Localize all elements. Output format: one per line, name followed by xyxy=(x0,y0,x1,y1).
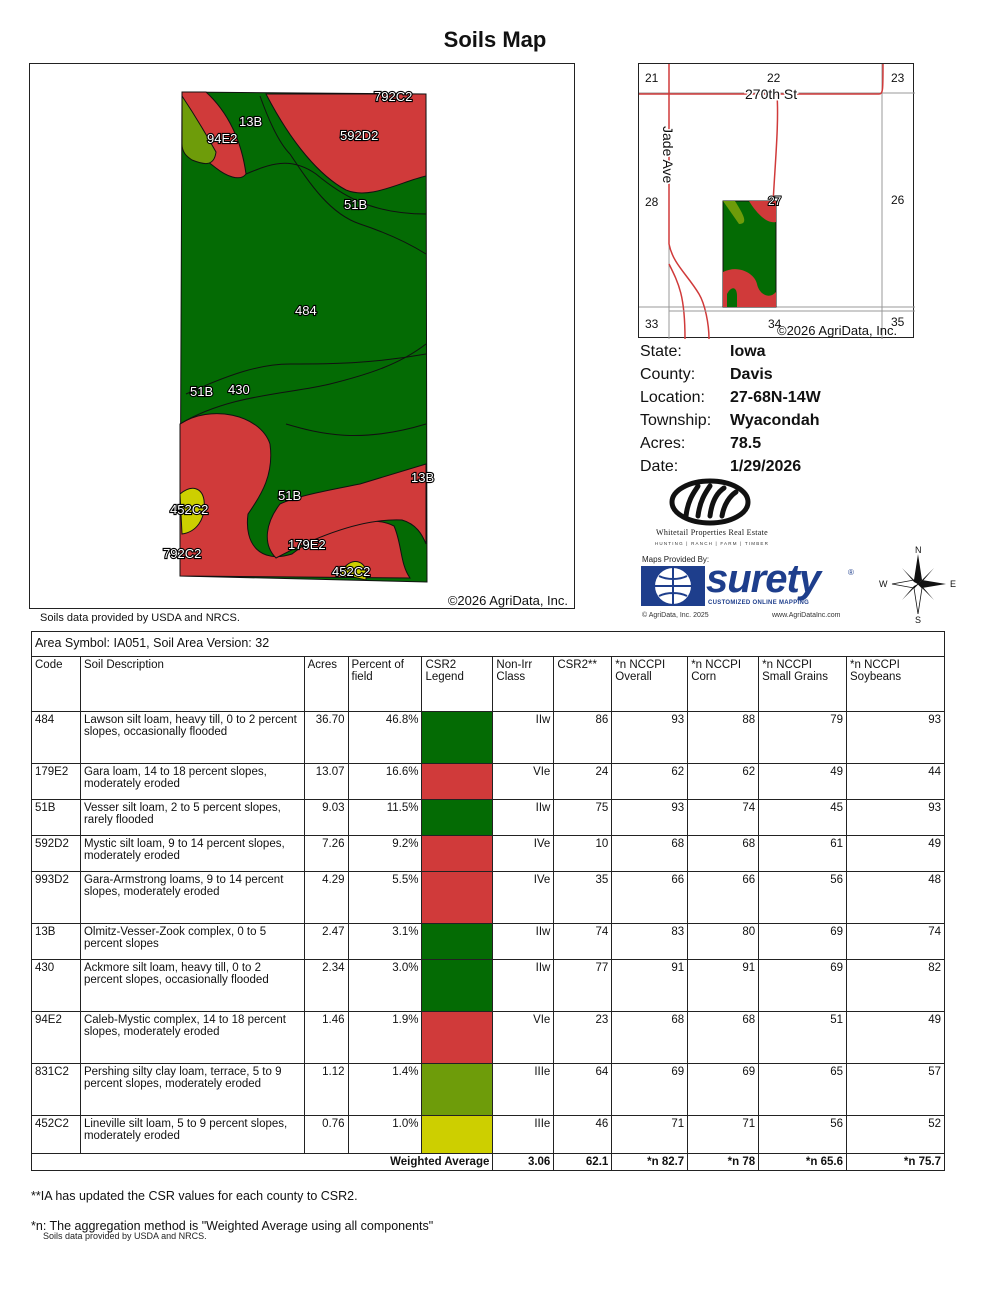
cell-nccpi-soy: 82 xyxy=(847,960,945,1012)
col-code: Code xyxy=(32,657,81,712)
cell-nccpi-overall: 68 xyxy=(612,1012,688,1064)
cell-csr2: 74 xyxy=(554,924,612,960)
cell-csr2: 35 xyxy=(554,872,612,924)
compass-e: E xyxy=(950,579,957,589)
section-number: 23 xyxy=(891,71,905,85)
state-label: State: xyxy=(640,343,682,360)
cell-nccpi-corn: 80 xyxy=(688,924,759,960)
cell-nccpi-soy: 49 xyxy=(847,836,945,872)
county-value: Davis xyxy=(730,366,773,383)
location-value: 27-68N-14W xyxy=(730,389,821,406)
location-label: Location: xyxy=(640,389,705,406)
cell-acres: 2.34 xyxy=(304,960,348,1012)
cell-csr2: 24 xyxy=(554,764,612,800)
location-map-canvas xyxy=(639,64,915,339)
col-nccpi-grains: *n NCCPI Small Grains xyxy=(759,657,847,712)
soil-label: 179E2 xyxy=(288,537,326,552)
section-number: 22 xyxy=(767,71,781,85)
cell-nccpi-overall: 83 xyxy=(612,924,688,960)
footnote-nccpi: *n: The aggregation method is "Weighted Average using all components" xyxy=(31,1219,434,1233)
cell-desc: Vesser silt loam, 2 to 5 percent slopes, rarely flooded xyxy=(80,800,304,836)
soil-label: 94E2 xyxy=(207,131,238,146)
soils-table xyxy=(31,631,945,1171)
weighted-average-row xyxy=(32,1154,945,1171)
csr2-legend-swatch xyxy=(422,712,493,764)
cell-acres: 2.47 xyxy=(304,924,348,960)
footnote-csr2: **IA has updated the CSR values for each county to CSR2. xyxy=(31,1189,358,1203)
cell-code: 179E2 xyxy=(32,764,81,800)
weighted-csr2: 62.1 xyxy=(554,1154,612,1171)
area-symbol: Area Symbol: IA051, Soil Area Version: 32 xyxy=(32,632,945,657)
soils-map-canvas xyxy=(30,64,576,610)
location-map-copyright: ©2026 AgriData, Inc. xyxy=(777,323,898,338)
section-number: 28 xyxy=(645,195,659,209)
col-csr2: CSR2** xyxy=(554,657,612,712)
agridata-copyright: © AgriData, Inc. 2025 xyxy=(642,612,709,619)
cell-nccpi-grains: 49 xyxy=(759,764,847,800)
cell-nccpi-grains: 51 xyxy=(759,1012,847,1064)
soil-label: 430 xyxy=(228,382,250,397)
soil-label: 51B xyxy=(190,384,214,399)
cell-nccpi-grains: 69 xyxy=(759,924,847,960)
cell-nccpi-grains: 56 xyxy=(759,872,847,924)
whitetail-tagline: HUNTING | RANCH | FARM | TIMBER xyxy=(654,541,770,546)
table-header xyxy=(32,657,945,712)
cell-code: 484 xyxy=(32,712,81,764)
cell-nccpi-corn: 69 xyxy=(688,1064,759,1116)
registered-mark: ® xyxy=(848,568,854,577)
township-value: Wyacondah xyxy=(730,412,820,429)
cell-nccpi-overall: 68 xyxy=(612,836,688,872)
map-copyright: ©2026 AgriData, Inc. xyxy=(447,593,568,608)
weighted-soy: *n 75.7 xyxy=(847,1154,945,1171)
cell-class: IIIe xyxy=(493,1064,554,1116)
cell-nccpi-corn: 66 xyxy=(688,872,759,924)
table-row xyxy=(32,1012,945,1064)
table-row xyxy=(32,1064,945,1116)
csr2-legend-swatch xyxy=(422,960,493,1012)
soil-label: 592D2 xyxy=(340,128,379,143)
cell-acres: 1.46 xyxy=(304,1012,348,1064)
state-value: Iowa xyxy=(730,343,766,360)
csr2-legend-swatch xyxy=(422,1064,493,1116)
cell-acres: 1.12 xyxy=(304,1064,348,1116)
cell-code: 452C2 xyxy=(32,1116,81,1154)
cell-desc: Ackmore silt loam, heavy till, 0 to 2 percent slopes, occasionally flooded xyxy=(80,960,304,1012)
cell-class: IIw xyxy=(493,960,554,1012)
table-row xyxy=(32,800,945,836)
table-row xyxy=(32,924,945,960)
col-nccpi-corn: *n NCCPI Corn xyxy=(688,657,759,712)
cell-pct: 1.4% xyxy=(348,1064,422,1116)
cell-csr2: 46 xyxy=(554,1116,612,1154)
cell-nccpi-grains: 69 xyxy=(759,960,847,1012)
csr2-legend-swatch xyxy=(422,836,493,872)
soil-label: 13B xyxy=(239,114,263,129)
cell-csr2: 77 xyxy=(554,960,612,1012)
cell-pct: 5.5% xyxy=(348,872,422,924)
section-number: 27 xyxy=(768,194,782,208)
cell-csr2: 64 xyxy=(554,1064,612,1116)
col-class: Non-Irr Class xyxy=(493,657,554,712)
cell-code: 831C2 xyxy=(32,1064,81,1116)
weighted-label: Weighted Average xyxy=(32,1154,493,1171)
cell-acres: 0.76 xyxy=(304,1116,348,1154)
cell-pct: 1.0% xyxy=(348,1116,422,1154)
soil-label: 452C2 xyxy=(170,502,209,517)
col-nccpi-overall: *n NCCPI Overall xyxy=(612,657,688,712)
cell-code: 592D2 xyxy=(32,836,81,872)
soil-label: 452C2 xyxy=(332,564,371,579)
cell-nccpi-soy: 44 xyxy=(847,764,945,800)
whitetail-name: Whitetail Properties Real Estate xyxy=(655,528,768,537)
cell-acres: 13.07 xyxy=(304,764,348,800)
cell-pct: 46.8% xyxy=(348,712,422,764)
table-row xyxy=(32,1116,945,1154)
cell-nccpi-soy: 74 xyxy=(847,924,945,960)
cell-pct: 11.5% xyxy=(348,800,422,836)
section-number: 21 xyxy=(645,71,659,85)
soil-label: 51B xyxy=(344,197,368,212)
surety-tagline: CUSTOMIZED ONLINE MAPPING xyxy=(708,600,810,606)
weighted-grains: *n 65.6 xyxy=(759,1154,847,1171)
csr2-legend-swatch xyxy=(422,872,493,924)
soil-label: 792C2 xyxy=(374,89,413,104)
section-number: 26 xyxy=(891,193,905,207)
cell-nccpi-corn: 88 xyxy=(688,712,759,764)
compass-rose-icon xyxy=(876,544,960,624)
cell-class: VIe xyxy=(493,1012,554,1064)
footnote-source: Soils data provided by USDA and NRCS. xyxy=(43,1231,207,1241)
compass-w: W xyxy=(879,579,888,589)
cell-nccpi-corn: 71 xyxy=(688,1116,759,1154)
township-label: Township: xyxy=(640,412,712,429)
table-row xyxy=(32,712,945,764)
weighted-corn: *n 78 xyxy=(688,1154,759,1171)
cell-nccpi-overall: 66 xyxy=(612,872,688,924)
soil-label: 792C2 xyxy=(163,546,202,561)
date-label: Date: xyxy=(640,458,679,475)
cell-acres: 9.03 xyxy=(304,800,348,836)
cell-code: 993D2 xyxy=(32,872,81,924)
col-legend: CSR2 Legend xyxy=(422,657,493,712)
maps-provided-label: Maps Provided By: xyxy=(642,555,710,564)
cell-nccpi-soy: 48 xyxy=(847,872,945,924)
cell-desc: Pershing silty clay loam, terrace, 5 to 9 percent slopes, moderately eroded xyxy=(80,1064,304,1116)
cell-desc: Caleb-Mystic complex, 14 to 18 percent slopes, moderately eroded xyxy=(80,1012,304,1064)
cell-pct: 3.1% xyxy=(348,924,422,960)
compass-s: S xyxy=(915,615,922,624)
property-info xyxy=(640,340,821,478)
cell-nccpi-corn: 68 xyxy=(688,836,759,872)
weighted-overall: *n 82.7 xyxy=(612,1154,688,1171)
cell-desc: Lineville silt loam, 5 to 9 percent slopes, moderately eroded xyxy=(80,1116,304,1154)
cell-csr2: 23 xyxy=(554,1012,612,1064)
agridata-url: www.AgriDataInc.com xyxy=(772,612,841,619)
soil-label: 13B xyxy=(411,470,435,485)
cell-class: IIw xyxy=(493,712,554,764)
compass-n: N xyxy=(915,545,922,555)
cell-desc: Gara loam, 14 to 18 percent slopes, moderately eroded xyxy=(80,764,304,800)
cell-desc: Gara-Armstrong loams, 9 to 14 percent slopes, moderately eroded xyxy=(80,872,304,924)
cell-nccpi-soy: 93 xyxy=(847,712,945,764)
cell-nccpi-overall: 71 xyxy=(612,1116,688,1154)
cell-code: 13B xyxy=(32,924,81,960)
cell-class: IIIe xyxy=(493,1116,554,1154)
cell-class: IIw xyxy=(493,800,554,836)
csr2-legend-swatch xyxy=(422,1116,493,1154)
cell-nccpi-grains: 56 xyxy=(759,1116,847,1154)
page-title: Soils Map xyxy=(443,27,547,52)
cell-nccpi-soy: 49 xyxy=(847,1012,945,1064)
date-value: 1/29/2026 xyxy=(730,458,802,475)
surety-wordmark: surety xyxy=(706,557,821,601)
acres-label: Acres: xyxy=(640,435,686,452)
section-number: 35 xyxy=(891,315,905,329)
cell-nccpi-overall: 93 xyxy=(612,800,688,836)
col-acres: Acres xyxy=(304,657,348,712)
cell-class: IVe xyxy=(493,872,554,924)
cell-pct: 9.2% xyxy=(348,836,422,872)
soils-map xyxy=(29,63,575,609)
soil-label: 484 xyxy=(295,303,317,318)
csr2-legend-swatch xyxy=(422,800,493,836)
cell-csr2: 86 xyxy=(554,712,612,764)
table-row xyxy=(32,764,945,800)
cell-class: IVe xyxy=(493,836,554,872)
cell-nccpi-corn: 74 xyxy=(688,800,759,836)
cell-nccpi-corn: 62 xyxy=(688,764,759,800)
cell-pct: 16.6% xyxy=(348,764,422,800)
cell-class: VIe xyxy=(493,764,554,800)
surety-globe-icon xyxy=(641,566,705,606)
cell-nccpi-overall: 62 xyxy=(612,764,688,800)
whitetail-logo xyxy=(636,478,788,548)
cell-nccpi-grains: 61 xyxy=(759,836,847,872)
cell-csr2: 10 xyxy=(554,836,612,872)
cell-acres: 36.70 xyxy=(304,712,348,764)
cell-code: 430 xyxy=(32,960,81,1012)
col-nccpi-soy: *n NCCPI Soybeans xyxy=(847,657,945,712)
table-row xyxy=(32,872,945,924)
cell-acres: 7.26 xyxy=(304,836,348,872)
soil-label: 51B xyxy=(278,488,302,503)
cell-nccpi-overall: 69 xyxy=(612,1064,688,1116)
location-map xyxy=(638,63,914,338)
section-number: 34 xyxy=(768,317,782,331)
cell-nccpi-soy: 52 xyxy=(847,1116,945,1154)
cell-nccpi-soy: 93 xyxy=(847,800,945,836)
cell-nccpi-grains: 79 xyxy=(759,712,847,764)
county-label: County: xyxy=(640,366,696,383)
soils-source-note: Soils data provided by USDA and NRCS. xyxy=(40,612,240,624)
cell-nccpi-grains: 45 xyxy=(759,800,847,836)
cell-pct: 3.0% xyxy=(348,960,422,1012)
table-row xyxy=(32,960,945,1012)
cell-nccpi-overall: 91 xyxy=(612,960,688,1012)
section-number: 33 xyxy=(645,317,659,331)
cell-nccpi-grains: 65 xyxy=(759,1064,847,1116)
cell-desc: Lawson silt loam, heavy till, 0 to 2 percent slopes, occasionally flooded xyxy=(80,712,304,764)
cell-nccpi-soy: 57 xyxy=(847,1064,945,1116)
cell-code: 51B xyxy=(32,800,81,836)
cell-code: 94E2 xyxy=(32,1012,81,1064)
table-row xyxy=(32,836,945,872)
col-pct: Percent of field xyxy=(348,657,422,712)
cell-desc: Mystic silt loam, 9 to 14 percent slopes, moderately eroded xyxy=(80,836,304,872)
road-label-jade: Jade Ave xyxy=(660,126,676,184)
cell-class: IIw xyxy=(493,924,554,960)
col-desc: Soil Description xyxy=(80,657,304,712)
cell-acres: 4.29 xyxy=(304,872,348,924)
weighted-class: 3.06 xyxy=(493,1154,554,1171)
cell-csr2: 75 xyxy=(554,800,612,836)
cell-pct: 1.9% xyxy=(348,1012,422,1064)
cell-nccpi-corn: 91 xyxy=(688,960,759,1012)
csr2-legend-swatch xyxy=(422,1012,493,1064)
csr2-legend-swatch xyxy=(422,924,493,960)
csr2-legend-swatch xyxy=(422,764,493,800)
cell-desc: Olmitz-Vesser-Zook complex, 0 to 5 percent slopes xyxy=(80,924,304,960)
road-label-270th: 270th St xyxy=(745,86,798,102)
cell-nccpi-corn: 68 xyxy=(688,1012,759,1064)
acres-value: 78.5 xyxy=(730,435,762,452)
cell-nccpi-overall: 93 xyxy=(612,712,688,764)
